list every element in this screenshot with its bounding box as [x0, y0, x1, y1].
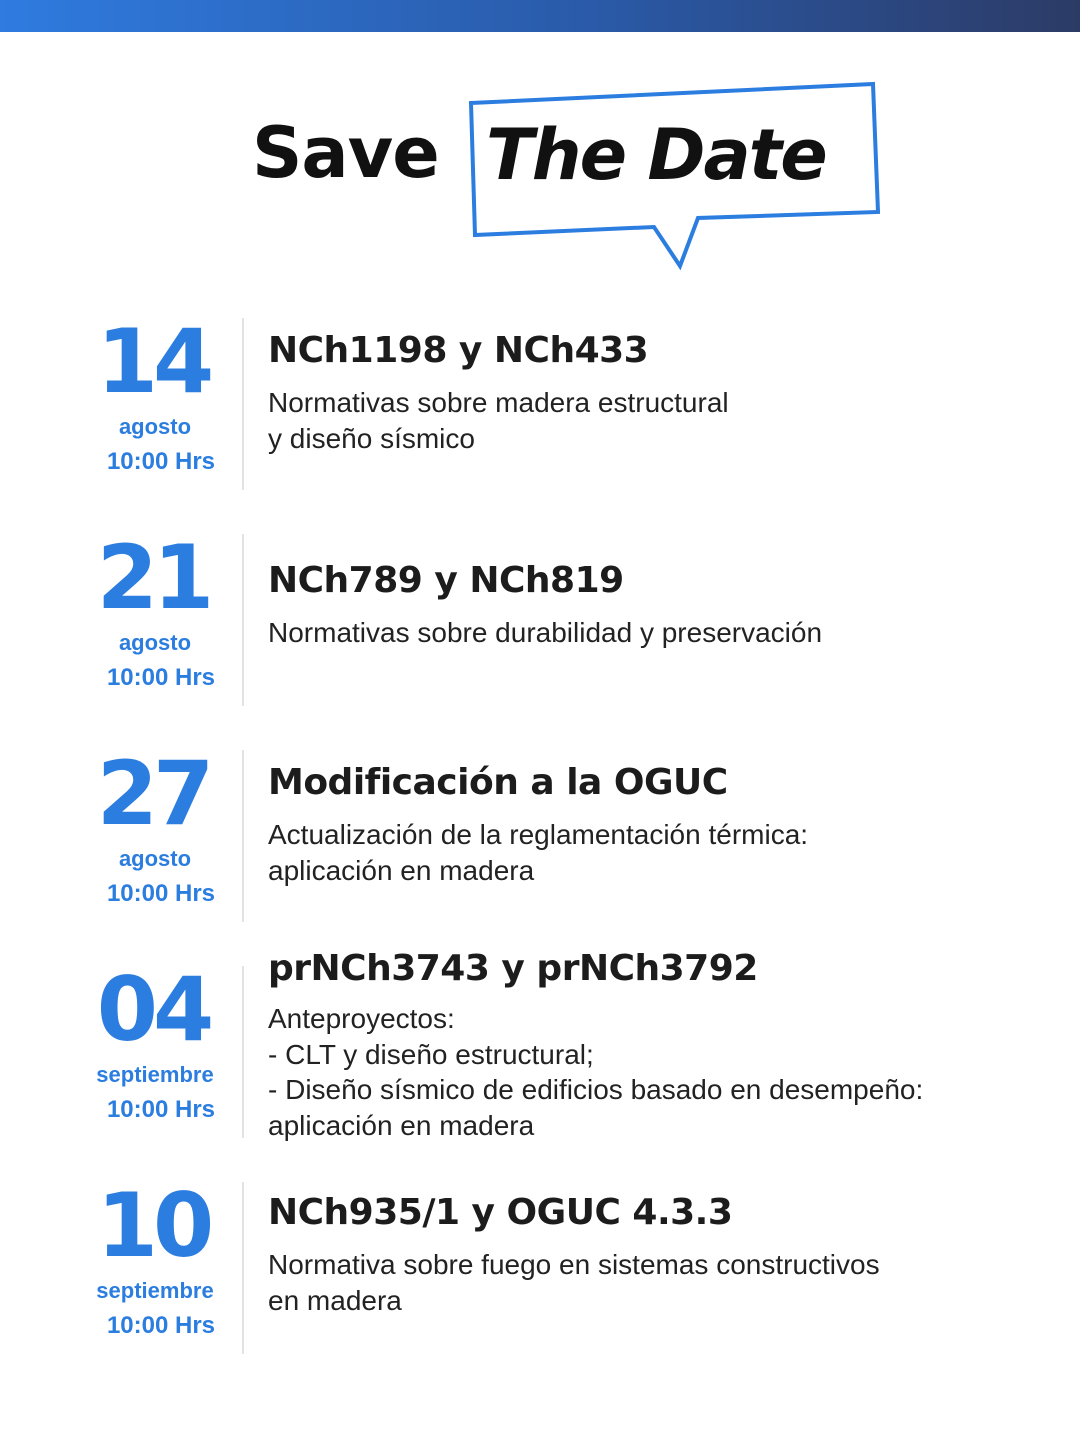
event-description-line: en madera — [268, 1284, 402, 1316]
event-divider — [242, 750, 244, 922]
event-title: NCh935/1 y OGUC 4.3.3 — [268, 1192, 733, 1233]
event-description-line: - CLT y diseño estructural; — [268, 1038, 594, 1070]
event-date — [70, 526, 240, 693]
event-month: septiembre — [96, 1062, 214, 1087]
event-day: 27 — [96, 742, 210, 845]
event-day: 04 — [96, 958, 210, 1061]
event-description-line: Anteproyectos: — [268, 1003, 455, 1035]
event-description-line: y diseño sísmico — [268, 422, 475, 454]
event-title: Modificación a la OGUC — [268, 762, 728, 803]
event-divider — [242, 1182, 244, 1354]
event-time: 10:00 Hrs — [106, 1312, 216, 1340]
event-day: 21 — [96, 526, 210, 629]
event-description — [268, 615, 1028, 651]
event-description-line: Actualización de la reglamentación térmica: — [268, 819, 809, 851]
headline-the-date-text: The Date — [486, 114, 826, 196]
event-description-line: aplicación en madera — [268, 1110, 535, 1142]
event-title: prNCh3743 y prNCh3792 — [268, 948, 758, 989]
event-time: 10:00 Hrs — [106, 448, 216, 476]
event-date — [70, 958, 240, 1125]
event-time: 10:00 Hrs — [106, 880, 216, 908]
save-the-date-headline — [0, 80, 1080, 280]
event-description-line: Normativas sobre durabilidad y preservación — [268, 617, 823, 649]
event-divider — [242, 534, 244, 706]
event-info — [268, 560, 1028, 651]
event-description — [268, 1247, 1028, 1318]
event-title: NCh1198 y NCh433 — [268, 330, 649, 371]
event-date — [70, 1174, 240, 1341]
event-description — [268, 817, 1028, 888]
event-date — [70, 310, 240, 477]
event-description-line: Normativa sobre fuego en sistemas constructivos — [268, 1249, 880, 1281]
event-description-line: - Diseño sísmico de edificios basado en desempeño: — [268, 1074, 924, 1106]
top-gradient-bar — [0, 0, 1080, 32]
event-day: 10 — [96, 1174, 210, 1277]
event-date — [70, 742, 240, 909]
event-title: NCh789 y NCh819 — [268, 560, 624, 601]
event-month: agosto — [118, 630, 192, 655]
event-info — [268, 948, 1028, 1144]
event-month: agosto — [118, 414, 192, 439]
event-divider — [242, 966, 244, 1138]
headline-save-text: Save — [252, 112, 439, 194]
event-month: agosto — [118, 846, 192, 871]
event-month: septiembre — [96, 1278, 214, 1303]
event-time: 10:00 Hrs — [106, 664, 216, 692]
event-description-line: aplicación en madera — [268, 854, 535, 886]
event-description — [268, 385, 1028, 456]
event-description — [268, 1001, 1028, 1143]
event-day: 14 — [96, 310, 210, 413]
event-info — [268, 330, 1028, 456]
event-description-line: Normativas sobre madera estructural — [268, 387, 729, 419]
event-info — [268, 1192, 1028, 1318]
event-info — [268, 762, 1028, 888]
event-divider — [242, 318, 244, 490]
event-time: 10:00 Hrs — [106, 1096, 216, 1124]
